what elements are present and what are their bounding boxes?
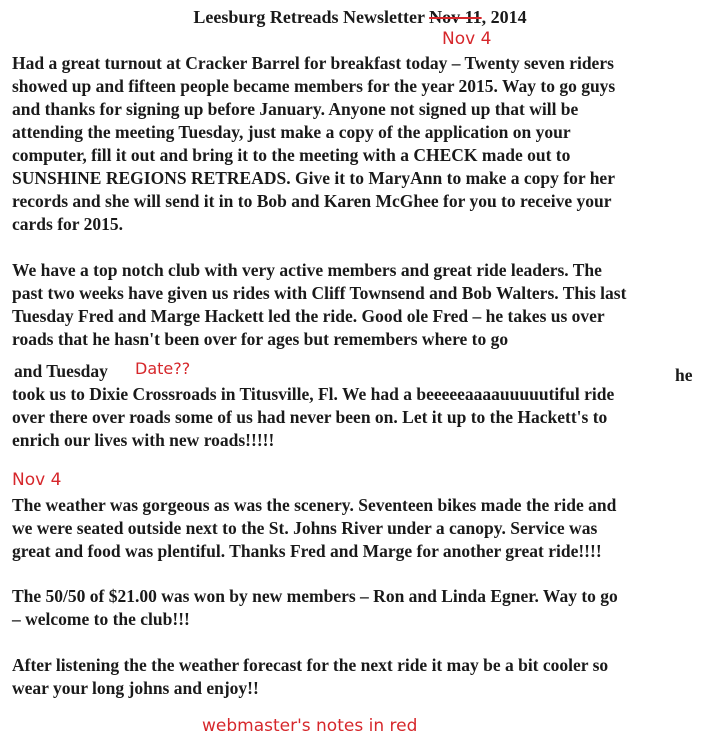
para2-cont-line-2: over there over roads some of us had never been on. Let it up to the Hackett's to	[12, 407, 608, 427]
para1-line-5: computer, fill it out and bring it to the meeting with a CHECK made out to	[12, 145, 571, 165]
para2-line-1: We have a top notch club with very active members and great ride leaders. The	[12, 260, 602, 280]
para5-line-2: wear your long johns and enjoy!!	[12, 678, 259, 698]
para2-line-3: Tuesday Fred and Marge Hackett led the ride. Good ole Fred – he takes us over	[12, 306, 605, 326]
para1-line-3: and thanks for signing up before January. Anyone not signed up that will be	[12, 99, 579, 119]
para2-split-right: he	[675, 365, 693, 385]
para1-line-2: showed up and fifteen people became members for the year 2015. Way to go guys	[12, 76, 616, 96]
newsletter-title	[0, 7, 720, 28]
para1-line-7: records and she will send it in to Bob and Karen McGhee for you to receive your	[12, 191, 612, 211]
para1-line-8: cards for 2015.	[12, 214, 123, 234]
webmaster-notes-legend: webmaster's notes in red	[202, 716, 418, 736]
para3-line-3: great and food was plentiful. Thanks Fred and Marge for another great ride!!!!	[12, 541, 602, 561]
para2-line-4: roads that he hasn't been over for ages but remembers where to go	[12, 329, 509, 349]
para2-cont-line-1: took us to Dixie Crossroads in Titusville, Fl. We had a beeeeeaaaauuuuutiful ride	[12, 384, 615, 404]
para3-line-2: we were seated outside next to the St. Johns River under a canopy. Service was	[12, 518, 598, 538]
para1-line-1: Had a great turnout at Cracker Barrel for breakfast today – Twenty seven riders	[12, 53, 614, 73]
title-prefix: Leesburg Retreads Newsletter	[193, 7, 430, 27]
para3-line-1: The weather was gorgeous as was the scenery. Seventeen bikes made the ride and	[12, 495, 617, 515]
nov4-date-note: Nov 4	[12, 470, 62, 490]
para1-line-6: SUNSHINE REGIONS RETREADS. Give it to MaryAnn to make a copy for her	[12, 168, 615, 188]
title-struck-date: Nov 11	[429, 7, 482, 27]
para1-line-4: attending the meeting Tuesday, just make a copy of the application on your	[12, 122, 571, 142]
date-question-note: Date??	[135, 359, 191, 378]
para2-cont-line-3: enrich our lives with new roads!!!!!	[12, 430, 275, 450]
para2-split-left: and Tuesday	[14, 361, 108, 381]
para5-line-1: After listening the the weather forecast for the next ride it may be a bit cooler so	[12, 655, 609, 675]
para4-line-2: – welcome to the club!!!	[12, 609, 190, 629]
title-suffix: , 2014	[481, 7, 527, 27]
para4-line-1: The 50/50 of $21.00 was won by new members – Ron and Linda Egner. Way to go	[12, 586, 618, 606]
title-date-correction-note: Nov 4	[442, 29, 492, 49]
para2-line-2: past two weeks have given us rides with Cliff Townsend and Bob Walters. This last	[12, 283, 627, 303]
